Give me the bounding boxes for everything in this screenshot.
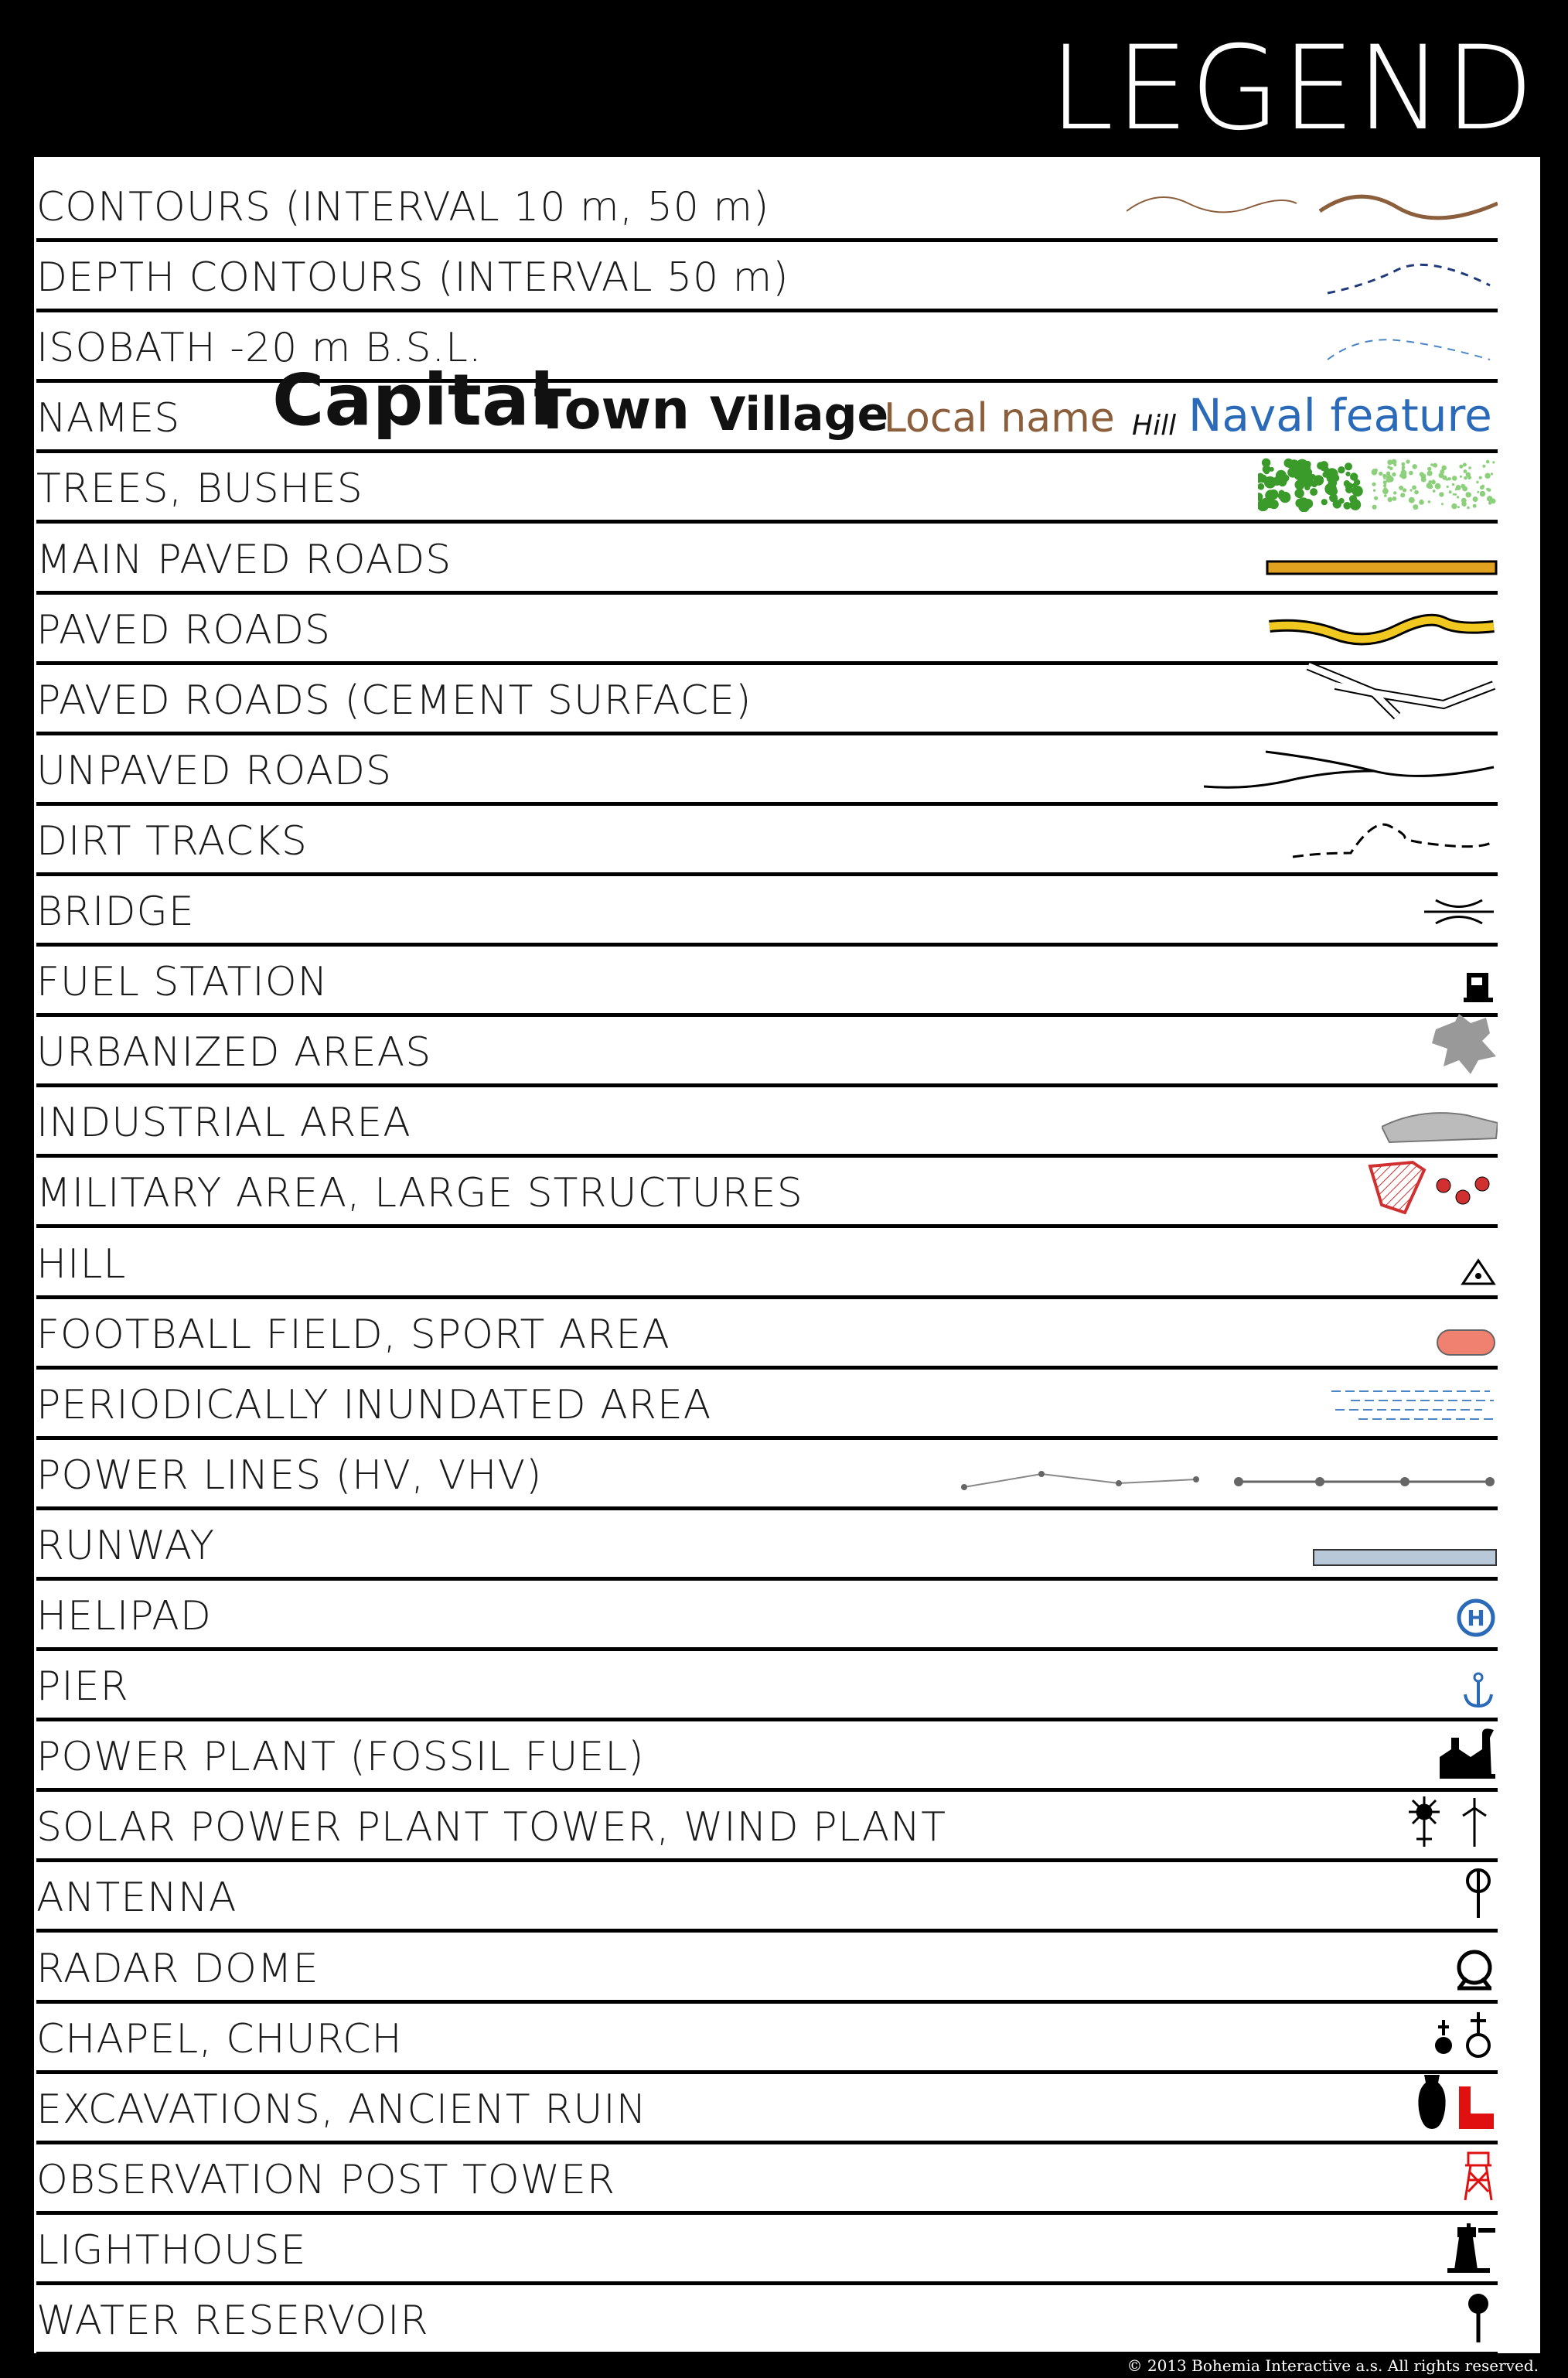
runway-icon <box>1312 1546 1498 1572</box>
legend-label: UNPAVED ROADS <box>36 747 393 794</box>
legend-row <box>36 1790 1498 1862</box>
legend-label: POWER LINES (HV, VHV) <box>36 1452 543 1499</box>
urban-area-icon <box>1428 1014 1498 1079</box>
legend-row <box>36 1227 1498 1299</box>
legend-label: EXCAVATIONS, ANCIENT RUIN <box>36 2086 647 2133</box>
legend-row <box>36 945 1498 1017</box>
observation-tower-icon <box>1459 2149 1498 2206</box>
trees-icon <box>1258 458 1498 515</box>
legend-label: DEPTH CONTOURS (INTERVAL 50 m) <box>36 254 789 302</box>
cement-road-icon <box>1304 662 1498 727</box>
name-town: Town <box>534 378 690 442</box>
legend-row <box>36 1861 1498 1933</box>
legend-row <box>36 734 1498 806</box>
copyright-notice: © 2013 Bohemia Interactive a.s. All rights reserved. <box>1127 2356 1539 2375</box>
legend-row <box>36 2284 1498 2356</box>
legend-label: POWER PLANT (FOSSIL FUEL) <box>36 1734 645 1781</box>
legend-row <box>36 2213 1498 2285</box>
paved-road-icon <box>1266 607 1498 657</box>
power-lines-icon <box>956 1468 1498 1502</box>
legend-label: PAVED ROADS <box>36 606 332 653</box>
name-village: Village <box>710 387 889 442</box>
legend-row <box>36 1156 1498 1228</box>
legend-row <box>36 1298 1498 1370</box>
legend-row <box>36 1368 1498 1440</box>
legend-label: PERIODICALLY INUNDATED AREA <box>36 1381 712 1428</box>
inundated-area-icon <box>1328 1382 1498 1431</box>
name-hill: Hill <box>1132 410 1177 442</box>
legend-row <box>36 875 1498 947</box>
svg-text:H: H <box>1467 1605 1485 1631</box>
depth-contours-icon <box>1312 254 1498 304</box>
legend-label: MAIN PAVED ROADS <box>36 536 452 583</box>
legend-label: CONTOURS (INTERVAL 10 m, 50 m) <box>36 184 770 230</box>
legend-label: FUEL STATION <box>36 959 329 1006</box>
legend-label: TREES, BUSHES <box>36 466 363 513</box>
names-label: NAMES <box>36 395 180 442</box>
lighthouse-icon <box>1444 2216 1498 2277</box>
legend-row <box>36 1650 1498 1721</box>
legend-label: MILITARY AREA, LARGE STRUCTURES <box>36 1170 803 1217</box>
main-road-icon <box>1266 552 1498 586</box>
helipad-icon <box>1454 1596 1498 1643</box>
solar-wind-icon <box>1405 1796 1498 1854</box>
legend-row <box>36 2002 1498 2074</box>
legend-label: LIGHTHOUSE <box>36 2226 307 2274</box>
legend-row <box>36 1086 1498 1158</box>
legend-label: BRIDGE <box>36 889 195 935</box>
legend-row <box>36 523 1498 595</box>
water-reservoir-icon <box>1459 2290 1498 2347</box>
legend-title: LEGEND <box>1048 22 1536 156</box>
legend-label: RUNWAY <box>36 1522 215 1569</box>
legend-row <box>36 2073 1498 2144</box>
ruin-icon <box>1413 2071 1498 2136</box>
legend-label: CHAPEL, CHURCH <box>36 2015 403 2062</box>
isobath-icon <box>1312 325 1498 374</box>
legend-row <box>36 593 1498 665</box>
fuel-station-icon <box>1459 967 1498 1008</box>
hill-icon <box>1459 1257 1498 1291</box>
legend-label: SOLAR POWER PLANT TOWER, WIND PLANT <box>36 1804 946 1851</box>
legend-row <box>36 170 1498 242</box>
legend-row <box>36 804 1498 876</box>
legend-row <box>36 1438 1498 1510</box>
anchor-icon <box>1459 1671 1498 1713</box>
power-plant-icon <box>1436 1726 1498 1783</box>
legend-row <box>36 1015 1498 1087</box>
legend-row <box>36 1509 1498 1581</box>
legend-label: PIER <box>36 1663 129 1711</box>
legend-label: ISOBATH -20 m B.S.L. <box>36 325 482 372</box>
legend-row <box>36 311 1498 383</box>
unpaved-road-icon <box>1204 748 1498 797</box>
name-local: Local name <box>884 395 1115 442</box>
legend-label: DIRT TRACKS <box>36 817 308 865</box>
radar-dome-icon <box>1451 1946 1498 1995</box>
industrial-area-icon <box>1382 1107 1498 1149</box>
legend-row <box>36 452 1498 524</box>
legend-row <box>36 359 1498 453</box>
legend-label: URBANIZED AREAS <box>36 1029 432 1076</box>
legend-label: HELIPAD <box>36 1593 212 1639</box>
sport-area-icon <box>1436 1327 1498 1361</box>
name-naval: Naval feature <box>1188 389 1492 442</box>
legend-row <box>36 1720 1498 1792</box>
legend-row <box>36 241 1498 312</box>
legend-label: OBSERVATION POST TOWER <box>36 2156 616 2203</box>
legend-row <box>36 2143 1498 2215</box>
legend-label: HILL <box>36 1240 127 1288</box>
bridge-icon <box>1420 889 1498 938</box>
contours-icon <box>1127 184 1498 234</box>
antenna-icon <box>1459 1867 1498 1924</box>
military-area-icon <box>1366 1155 1498 1220</box>
dirt-track-icon <box>1289 810 1498 868</box>
legend-row <box>36 1932 1498 2004</box>
legend-label: WATER RESERVOIR <box>36 2298 429 2344</box>
legend-row <box>36 1579 1498 1651</box>
legend-label: ANTENNA <box>36 1875 237 1922</box>
legend-label: PAVED ROADS (CEMENT SURFACE) <box>36 677 752 724</box>
legend-row <box>36 664 1498 735</box>
legend-label: INDUSTRIAL AREA <box>36 1100 411 1147</box>
name-capital: Capital <box>272 359 554 442</box>
legend-label: FOOTBALL FIELD, SPORT AREA <box>36 1311 670 1358</box>
church-icon <box>1428 2008 1498 2066</box>
legend-label: RADAR DOME <box>36 1945 319 1992</box>
